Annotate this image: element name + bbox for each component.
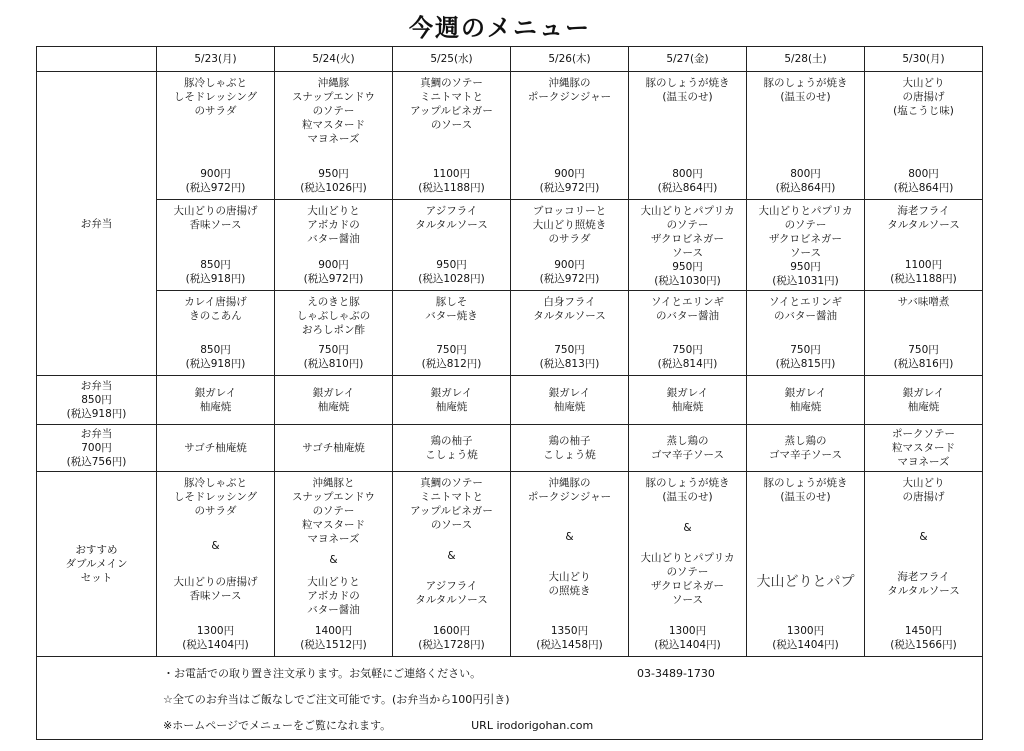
dish-name: 豚のしょうが焼き (温玉のせ) (645, 77, 730, 103)
menu-item-cell: 鶏の柚子 こしょう焼 (511, 425, 629, 472)
set-price: 1300円 (196, 624, 235, 637)
dish-price-tax: (税込1026円) (300, 182, 367, 194)
dish-name: 真鯛のソテー ミニトマトと アップルビネガー のソース (410, 77, 493, 131)
dish-name: 白身フライ タルタルソース (533, 296, 606, 322)
row-label: お弁当 850円 (税込918円) (37, 376, 157, 425)
set-item-cell (629, 472, 747, 657)
dish-price: 750円 (436, 344, 467, 356)
dish-name: ソイとエリンギ のバター醤油 (769, 296, 842, 322)
menu-item-cell (865, 291, 983, 376)
double-main-set-row (37, 472, 983, 657)
date-header-row (37, 47, 983, 72)
menu-item-cell (275, 72, 393, 200)
set-item-cell (747, 472, 865, 657)
menu-item-cell: 蒸し鶏の ゴマ辛子ソース (629, 425, 747, 472)
set-item-cell (157, 472, 275, 657)
row-label: お弁当 700円 (税込756円) (37, 425, 157, 472)
set-price-tax: (税込1404円) (182, 638, 249, 651)
menu-item-cell (275, 200, 393, 291)
date-cell: 5/26(木) (511, 47, 629, 72)
weekly-menu-table (36, 46, 983, 740)
dish-price: 950円 (790, 261, 821, 273)
dish-price-tax: (税込864円) (775, 182, 836, 194)
set-price-tax: (税込1458円) (536, 639, 603, 651)
phone-number[interactable]: 03-3489-1730 (637, 667, 715, 680)
dish-price-tax: (税込1188円) (890, 273, 957, 285)
menu-item-cell (393, 72, 511, 200)
set-item-cell (865, 472, 983, 657)
dish-price: 1100円 (432, 168, 471, 180)
dish-name: 海老フライ タルタルソース (887, 205, 960, 231)
dish-price-tax: (税込972円) (303, 273, 364, 285)
dish-price-tax: (税込972円) (539, 273, 600, 285)
footer-note-no-rice: ☆全てのお弁当はご飯なしでご注文可能です。(お弁当から100円引き) (163, 693, 510, 706)
dish-price-tax: (税込815円) (775, 358, 836, 370)
set-price-tax: (税込1512円) (300, 638, 367, 651)
menu-item-cell: 銀ガレイ 柚庵焼 (747, 376, 865, 425)
date-cell: 5/25(水) (393, 47, 511, 72)
website-url-link[interactable]: URL irodorigohan.com (471, 719, 594, 732)
dish-name: 沖縄豚の ポークジンジャー (527, 77, 612, 103)
menu-item-cell: サゴチ柚庵焼 (157, 425, 275, 472)
menu-item-cell (865, 200, 983, 291)
set-price-tax: (税込1404円) (772, 638, 839, 651)
menu-item-cell (393, 200, 511, 291)
dish-price-tax: (税込918円) (185, 358, 246, 370)
set-main-1: 真鯛のソテー ミニトマトと アップルビネガー のソース (410, 477, 493, 531)
dish-price: 750円 (318, 344, 349, 356)
dish-price: 900円 (318, 259, 349, 271)
footer-row (37, 657, 983, 740)
menu-item-cell (275, 291, 393, 376)
set-main-2: 大山どりとパプリカ のソテー ザクロビネガー ソース (640, 552, 735, 607)
dish-price-tax: (税込816円) (893, 358, 954, 370)
menu-item-cell (157, 291, 275, 376)
date-cell: 5/28(土) (747, 47, 865, 72)
set-price-tax: (税込1566円) (890, 639, 957, 651)
set-main-2: 大山どりの唐揚げ 香味ソース (173, 575, 258, 602)
menu-item-cell (511, 291, 629, 376)
bento-row (37, 291, 983, 376)
menu-item-cell (157, 72, 275, 200)
dish-price: 800円 (908, 168, 939, 180)
menu-item-cell: 鶏の柚子 こしょう焼 (393, 425, 511, 472)
menu-item-cell: 蒸し鶏の ゴマ辛子ソース (747, 425, 865, 472)
dish-price-tax: (税込1188円) (418, 182, 485, 194)
menu-item-cell (865, 72, 983, 200)
set-price: 1300円 (786, 624, 825, 637)
menu-item-cell (747, 200, 865, 291)
date-cell: 5/23(月) (157, 47, 275, 72)
dish-name: ブロッコリーと 大山どり照焼き のサラダ (532, 205, 607, 245)
set-main-1: 豚のしょうが焼き (温玉のせ) (645, 477, 730, 503)
dish-price-tax: (税込864円) (657, 182, 718, 194)
menu-item-cell: 銀ガレイ 柚庵焼 (629, 376, 747, 425)
menu-item-cell (629, 72, 747, 200)
dish-name: サバ味噌煮 (897, 296, 950, 308)
dish-price: 950円 (318, 168, 349, 180)
menu-item-cell (747, 72, 865, 200)
set-main-2: 大山どりとパプ (756, 573, 855, 590)
set-main-2: 海老フライ タルタルソース (887, 571, 960, 597)
dish-name: 大山どりとパプリカ のソテー ザクロビネガー ソース (640, 205, 735, 259)
set-price: 1450円 (904, 625, 943, 637)
menu-item-cell (629, 291, 747, 376)
menu-item-cell (393, 291, 511, 376)
set-price-tax: (税込1728円) (418, 638, 485, 651)
dish-price-tax: (税込918円) (185, 273, 246, 285)
dish-name: ソイとエリンギ のバター醤油 (651, 296, 724, 322)
dish-price: 900円 (200, 168, 231, 180)
footer-note-phone-order: ・お電話での取り置き注文承ります。お気軽にご連絡ください。 (163, 667, 482, 680)
dish-price: 900円 (554, 259, 585, 271)
dish-price-tax: (税込972円) (185, 182, 246, 194)
corner-cell (37, 47, 157, 72)
dish-price: 750円 (790, 344, 821, 356)
set-item-cell (275, 472, 393, 657)
menu-item-cell: サゴチ柚庵焼 (275, 425, 393, 472)
menu-item-cell: 銀ガレイ 柚庵焼 (511, 376, 629, 425)
dish-name: カレイ唐揚げ きのこあん (184, 296, 247, 322)
set-main-1: 大山どり の唐揚げ (902, 477, 945, 503)
dish-price-tax: (税込813円) (539, 358, 600, 370)
set-price: 1600円 (432, 624, 471, 637)
set-main-1: 沖縄豚と スナップエンドウ のソテー 粒マスタード マヨネーズ (291, 477, 376, 545)
set-ampersand: & (919, 531, 928, 543)
menu-item-cell (511, 72, 629, 200)
menu-item-cell (157, 200, 275, 291)
dish-price-tax: (税込972円) (539, 182, 600, 194)
bento-row (37, 200, 983, 291)
set-main-2: 大山どり の照焼き (548, 571, 591, 597)
dish-name: 豚冷しゃぶと しそドレッシング のサラダ (173, 77, 258, 117)
dish-price-tax: (税込814円) (657, 358, 718, 370)
set-main-2: アジフライ タルタルソース (415, 580, 488, 607)
dish-name: 沖縄豚 スナップエンドウ のソテー 粒マスタード マヨネーズ (291, 77, 376, 145)
set-ampersand: & (565, 531, 574, 543)
dish-name: 大山どり の唐揚げ (塩こうじ味) (893, 77, 954, 117)
set-item-cell (511, 472, 629, 657)
menu-item-cell: 銀ガレイ 柚庵焼 (393, 376, 511, 425)
dish-price: 850円 (200, 344, 231, 356)
set-main-2: 大山どりと アボカドの バター醤油 (307, 575, 360, 616)
set-price: 1400円 (314, 624, 353, 637)
dish-price-tax: (税込1028円) (418, 273, 485, 285)
bento-row (37, 72, 983, 200)
dish-price: 900円 (554, 168, 585, 180)
dish-name: 大山どりとパプリカ のソテー ザクロビネガー ソース (758, 205, 853, 259)
bento-700-row (37, 425, 983, 472)
dish-price: 950円 (436, 259, 467, 271)
menu-item-cell: 銀ガレイ 柚庵焼 (275, 376, 393, 425)
dish-price: 750円 (908, 344, 939, 356)
footer-note-homepage: ※ホームページでメニューをご覧になれます。 (163, 719, 392, 732)
date-cell: 5/30(月) (865, 47, 983, 72)
set-main-1: 豚のしょうが焼き (温玉のせ) (763, 477, 848, 503)
set-main-1: 沖縄豚の ポークジンジャー (527, 477, 612, 503)
set-main-1: 豚冷しゃぶと しそドレッシング のサラダ (173, 477, 258, 517)
dish-price-tax: (税込1031円) (772, 275, 839, 287)
dish-price: 950円 (672, 261, 703, 273)
dish-price-tax: (税込812円) (421, 358, 482, 370)
menu-item-cell: ポークソテー 粒マスタード マヨネーズ (865, 425, 983, 472)
dish-price-tax: (税込864円) (893, 182, 954, 194)
menu-item-cell (629, 200, 747, 291)
dish-price: 1100円 (904, 259, 943, 271)
dish-price-tax: (税込810円) (303, 358, 364, 370)
set-price-tax: (税込1404円) (654, 638, 721, 651)
dish-name: アジフライ タルタルソース (415, 205, 488, 231)
set-ampersand: & (211, 540, 220, 553)
dish-price: 750円 (554, 344, 585, 356)
set-price: 1350円 (550, 625, 589, 637)
dish-name: 豚のしょうが焼き (温玉のせ) (763, 77, 848, 103)
row-label-bento: お弁当 (37, 72, 157, 376)
row-label-recommend: おすすめ ダブルメイン セット (37, 472, 157, 657)
set-price: 1300円 (668, 624, 707, 637)
dish-price: 750円 (672, 344, 703, 356)
menu-item-cell: 銀ガレイ 柚庵焼 (865, 376, 983, 425)
menu-item-cell (511, 200, 629, 291)
dish-price: 800円 (790, 168, 821, 180)
set-ampersand: & (329, 554, 338, 567)
menu-item-cell: 銀ガレイ 柚庵焼 (157, 376, 275, 425)
dish-name: 大山どりの唐揚げ 香味ソース (173, 205, 258, 231)
footer-notes (37, 657, 983, 740)
menu-item-cell (747, 291, 865, 376)
bento-850-row (37, 376, 983, 425)
date-cell: 5/24(火) (275, 47, 393, 72)
set-ampersand: & (683, 521, 692, 534)
dish-name: えのきと豚 しゃぶしゃぶの おろしポン酢 (296, 296, 371, 336)
dish-name: 豚しそ バター焼き (425, 296, 478, 322)
set-item-cell (393, 472, 511, 657)
dish-price-tax: (税込1030円) (654, 275, 721, 287)
page-title: 今週のメニュー (409, 14, 591, 42)
dish-price: 800円 (672, 168, 703, 180)
date-cell: 5/27(金) (629, 47, 747, 72)
set-ampersand: & (447, 549, 456, 562)
dish-name: 大山どりと アボカドの バター醤油 (307, 205, 360, 245)
dish-price: 850円 (200, 259, 231, 271)
